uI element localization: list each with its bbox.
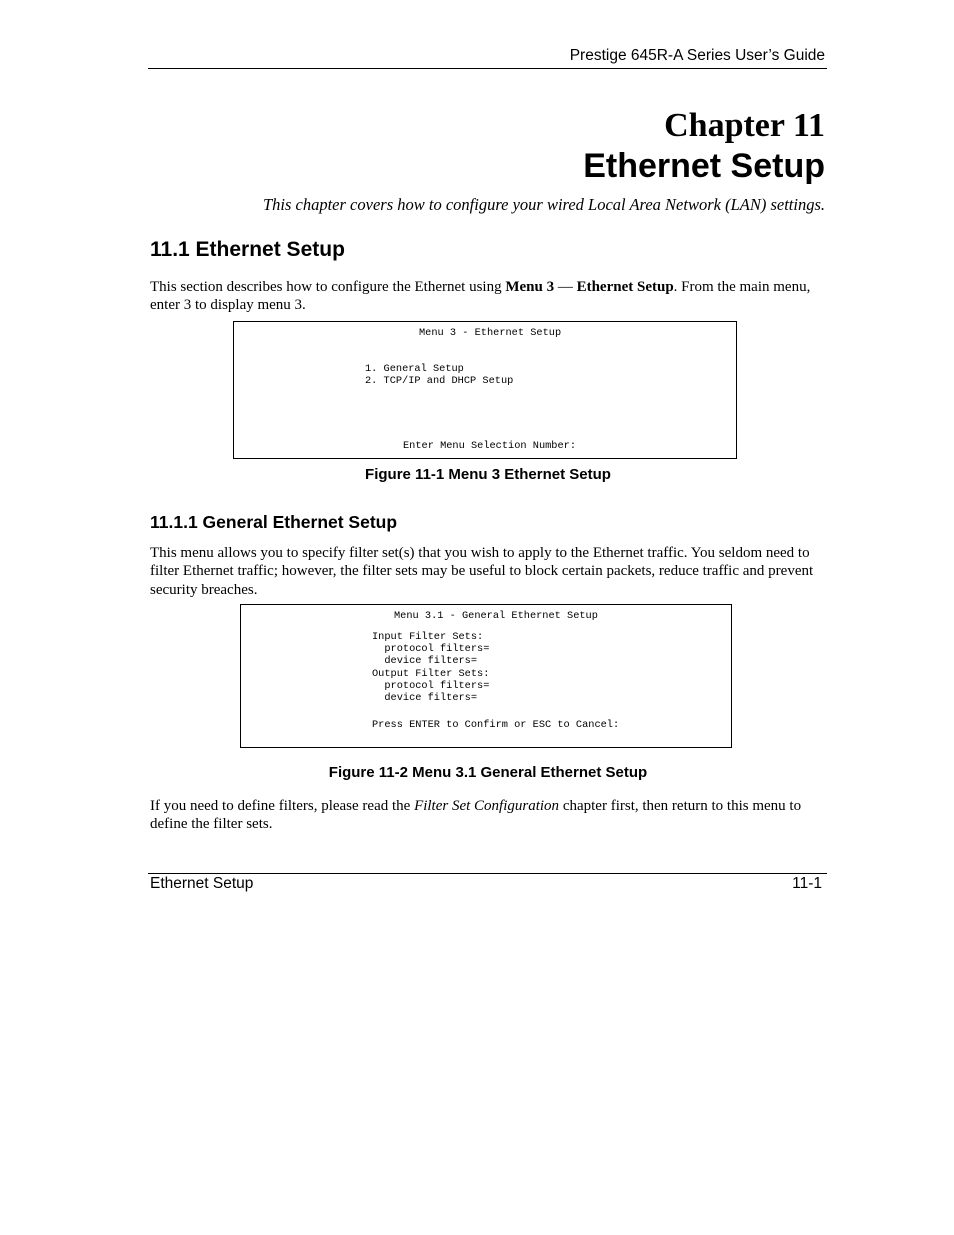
chapter-intro: This chapter covers how to configure your wired Local Area Network (LAN) settings. bbox=[262, 195, 825, 214]
output-device-filters-field: device filters= bbox=[372, 692, 478, 704]
chapter-title: Ethernet Setup bbox=[583, 147, 825, 185]
para-dash: — bbox=[554, 279, 577, 295]
figure-11-1-caption: Figure 11-1 Menu 3 Ethernet Setup bbox=[365, 466, 611, 483]
filter-set-config-reference: Filter Set Configuration bbox=[414, 798, 560, 814]
input-device-filters-field: device filters= bbox=[372, 655, 478, 667]
chapter-number: Chapter 11 bbox=[664, 107, 825, 144]
running-header-title: Prestige 645R-A Series User’s Guide bbox=[569, 47, 825, 64]
section-11-1-1-paragraph bbox=[150, 544, 828, 599]
section-heading-11-1: 11.1 Ethernet Setup bbox=[150, 238, 345, 261]
footer-page-number: 11-1 bbox=[792, 875, 822, 892]
output-filter-sets-label: Output Filter Sets: bbox=[372, 668, 490, 680]
terminal-prompt: Press ENTER to Confirm or ESC to Cancel: bbox=[372, 719, 620, 731]
section-11-1-paragraph bbox=[150, 278, 828, 315]
menu-item-tcpip-dhcp-setup: 2. TCP/IP and DHCP Setup bbox=[365, 375, 514, 387]
input-protocol-filters-field: protocol filters= bbox=[372, 643, 490, 655]
figure-11-2-caption: Figure 11-2 Menu 3.1 General Ethernet Setup bbox=[328, 764, 648, 781]
menu-3-1-terminal-screen bbox=[240, 604, 732, 748]
closing-text: If you need to define filters, please read the bbox=[150, 798, 415, 814]
section-heading-11-1-1: 11.1.1 General Ethernet Setup bbox=[150, 512, 398, 532]
menu-item-general-setup: 1. General Setup bbox=[365, 363, 464, 375]
section-11-1-1-text: This menu allows you to specify filter set(s) that you wish to apply to the Ethernet traffic. You seldom need to filter Ethernet traffic; however, the filter sets may be useful to block certain packets, reduce traffic and prevent security breaches. bbox=[150, 545, 814, 598]
closing-text-end: chapter first, then return to this menu to define the filter sets. bbox=[150, 798, 802, 833]
menu-3-term: Menu 3 bbox=[505, 279, 555, 295]
footer-chapter-name: Ethernet Setup bbox=[150, 875, 254, 892]
closing-paragraph bbox=[150, 797, 828, 834]
para-text-end: . From the main menu, enter 3 to display menu 3. bbox=[150, 279, 811, 314]
terminal-title: Menu 3.1 - General Ethernet Setup bbox=[394, 610, 598, 622]
terminal-prompt: Enter Menu Selection Number: bbox=[403, 440, 577, 452]
ethernet-setup-term: Ethernet Setup bbox=[576, 279, 674, 295]
menu-3-terminal-screen bbox=[233, 321, 737, 459]
footer-rule bbox=[148, 873, 827, 874]
input-filter-sets-label: Input Filter Sets: bbox=[372, 631, 484, 643]
header-rule bbox=[148, 68, 827, 69]
terminal-title: Menu 3 - Ethernet Setup bbox=[419, 327, 562, 339]
para-text: This section describes how to configure the Ethernet using bbox=[150, 279, 506, 295]
output-protocol-filters-field: protocol filters= bbox=[372, 680, 490, 692]
